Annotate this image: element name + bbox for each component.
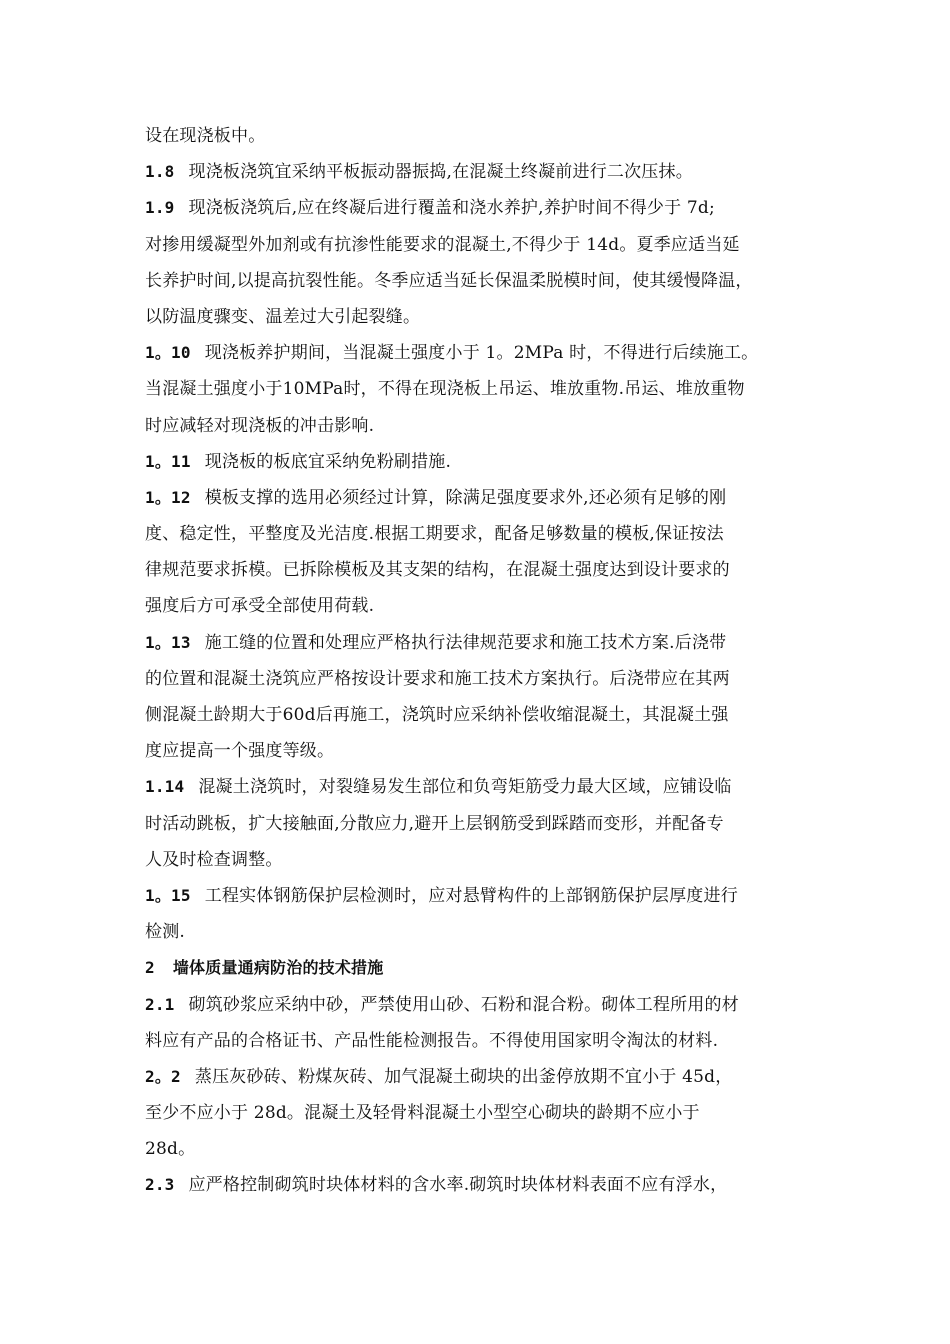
clause-line [145,444,825,480]
clause-number: 1。11 [145,451,191,471]
text-line [145,227,825,263]
clause-number: 1。15 [145,885,191,905]
line-text: 28d。 [145,1139,196,1160]
clause-number: 1。12 [145,487,191,507]
clause-line [145,1059,825,1095]
line-text: 时活动跳板，扩大接触面,分散应力,避开上层钢筋受到踩踏而变形，并配备专 [145,813,724,834]
line-text: 的位置和混凝土浇筑应严格按设计要求和施工技术方案执行。后浇带应在其两 [145,668,730,689]
clause-number: 2.1 [145,994,175,1014]
text-line [145,1023,825,1059]
line-text: 时应减轻对现浇板的冲击影响. [145,415,375,436]
clause-number: 1.9 [145,198,175,218]
line-text: 现浇板的板底宜采纳免粉刷措施. [204,451,452,472]
clause-line [145,625,825,661]
line-text: 长养护时间,以提高抗裂性能。冬季应适当延长保温柔脱模时间，使其缓慢降温， [145,270,753,291]
text-line [145,806,825,842]
text-line [145,1131,825,1167]
text-line [145,588,825,624]
section-heading [145,950,825,986]
text-line [145,914,825,950]
line-text: 律规范要求拆模。已拆除模板及其支架的结构，在混凝土强度达到设计要求的 [145,560,730,581]
line-text: 墙体质量通病防治的技术措施 [172,958,384,978]
line-text: 现浇板养护期间，当混凝土强度小于 1。2MPa 时，不得进行后续施工。 [204,343,759,364]
line-text: 对掺用缓凝型外加剂或有抗渗性能要求的混凝土,不得少于 14d。夏季应适当延 [145,234,740,255]
clause-number: 1.14 [145,777,185,797]
line-text: 工程实体钢筋保护层检测时，应对悬臂构件的上部钢筋保护层厚度进行 [204,885,738,906]
clause-line [145,769,825,805]
text-line [145,733,825,769]
clause-number: 2。2 [145,1066,181,1086]
text-line [145,842,825,878]
text-line [145,516,825,552]
clause-number: 1。10 [145,343,191,363]
clause-line [145,190,825,226]
text-line [145,552,825,588]
text-line [145,697,825,733]
text-line [145,371,825,407]
text-line [145,299,825,335]
clause-number: 1。13 [145,632,191,652]
line-text: 蒸压灰砂砖、粉煤灰砖、加气混凝土砌块的出釜停放期不宜小于 45d， [194,1066,733,1087]
line-text: 度应提高一个强度等级。 [145,741,335,762]
clause-line [145,878,825,914]
line-text: 应严格控制砌筑时块体材料的含水率.砌筑时块体材料表面不应有浮水， [188,1175,728,1196]
line-text: 料应有产品的合格证书、产品性能检测报告。不得使用国家明令淘汰的材料. [145,1030,719,1051]
clause-line [145,987,825,1023]
line-text: 强度后方可承受全部使用荷载. [145,596,375,617]
line-text: 当混凝土强度小于10MPa时，不得在现浇板上吊运、堆放重物.吊运、堆放重物 [145,379,745,400]
clause-line [145,480,825,516]
line-text: 至少不应小于 28d。混凝土及轻骨料混凝土小型空心砌块的龄期不应小于 [145,1103,700,1124]
text-line [145,661,825,697]
line-text: 现浇板浇筑宜采纳平板振动器振捣,在混凝土终凝前进行二次压抹。 [188,162,693,183]
document-body [145,118,825,1204]
clause-number: 2 [145,958,155,978]
text-line [145,1095,825,1131]
line-text: 度、稳定性，平整度及光洁度.根据工期要求，配备足够数量的模板,保证按法 [145,524,724,545]
text-line [145,263,825,299]
line-text: 施工缝的位置和处理应严格执行法律规范要求和施工技术方案.后浇带 [204,632,727,653]
line-text: 混凝土浇筑时，对裂缝易发生部位和负弯矩筋受力最大区域，应铺设临 [198,777,732,798]
line-text: 模板支撑的选用必须经过计算，除满足强度要求外,还必须有足够的刚 [204,487,727,508]
clause-number: 2.3 [145,1175,175,1195]
clause-number: 1.8 [145,162,175,182]
line-text: 人及时检查调整。 [145,849,283,870]
line-text: 砌筑砂浆应采纳中砂，严禁使用山砂、石粉和混合粉。砌体工程所用的材 [188,994,739,1015]
text-line [145,118,825,154]
line-text: 以防温度骤变、温差过大引起裂缝。 [145,306,421,327]
clause-line [145,1167,825,1203]
text-line [145,408,825,444]
line-text: 侧混凝土龄期大于60d后再施工，浇筑时应采纳补偿收缩混凝土，其混凝土强 [145,705,729,725]
line-text: 检测. [145,922,186,943]
clause-line [145,154,825,190]
line-text: 设在现浇板中。 [145,126,266,146]
clause-line [145,335,825,371]
line-text: 现浇板浇筑后,应在终凝后进行覆盖和浇水养护,养护时间不得少于 7d; [188,198,715,219]
